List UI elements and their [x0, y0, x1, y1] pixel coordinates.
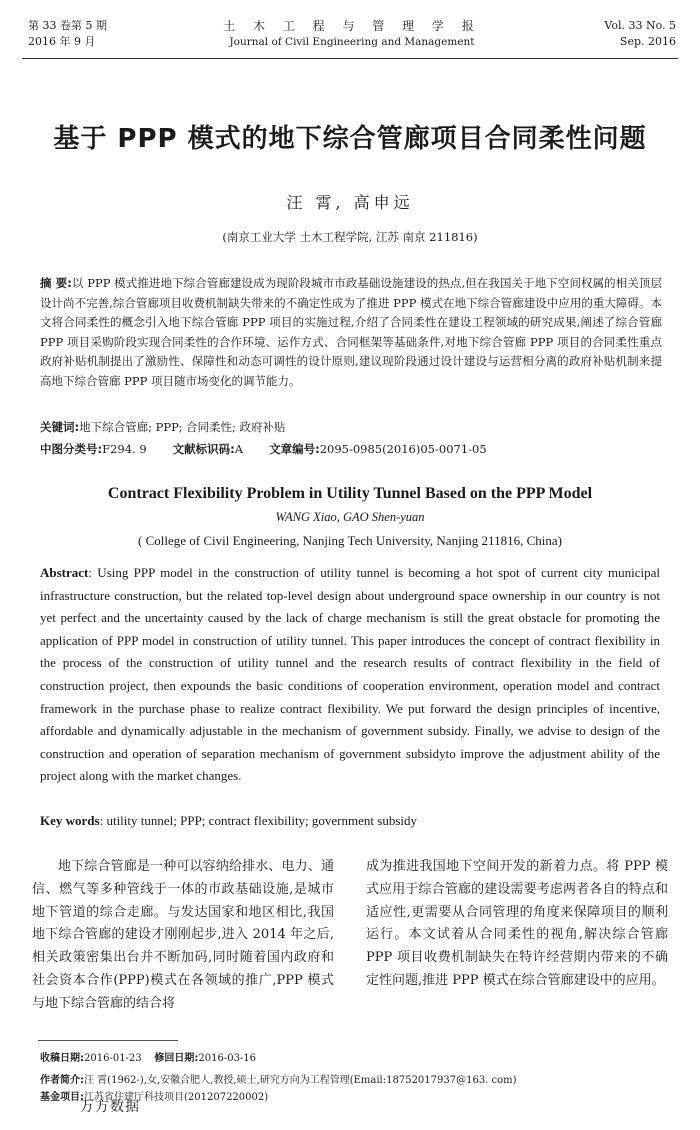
clc-value: F294. 9 — [102, 442, 147, 456]
journal-name — [28, 18, 676, 50]
cn-keywords-label: 关键词: — [40, 420, 80, 434]
article-no-value: 2095-0985(2016)05-0071-05 — [319, 442, 487, 456]
journal-name-en: Journal of Civil Engineering and Management — [229, 36, 475, 48]
volume-issue-en: Vol. 33 No. 5 — [604, 19, 676, 32]
author-bio-value: 汪 霄(1962-),女,安徽合肥人,教授,硕士,研究方向为工程管理(Email:18752017937@163. com) — [84, 1075, 517, 1086]
author-bio-label: 作者简介: — [40, 1075, 84, 1086]
journal-name-cn: 土 木 工 程 与 管 理 学 报 — [223, 19, 481, 33]
en-abstract-label: Abstract — [40, 565, 89, 580]
revised-value: 2016-03-16 — [198, 1053, 257, 1064]
en-authors: WANG Xiao, GAO Shen-yuan — [275, 510, 425, 524]
cn-abstract-text: 以 PPP 模式推进地下综合管廊建设成为现阶段城市市政基础设施建设的热点,但在我国关于地下空间权属的相关顶层设计尚不完善,综合管廊项目收费机制缺失带来的不确定性成为了推进 PPP 模式在地下综合管廊建设中应用的重大障碍。本文将合同柔性的概念引入地下综合管廊 PPP 项目的实施过程,介绍了合同柔性在建设工程领域的研究成果,阐述了综合管廊 PPP 项目采购阶段实现合同柔性的合作环境、运作方式、合同框架等基础条件,对地下综合管廊 PPP 项目的合同柔性重点政府补贴机制提出了激励性、保障性和动态可调性的设计原则,建议现阶段通过设计建设与运营相分离的政府补贴机制来提高地下综合管廊 PPP 项目随市场变化的调节能力。 — [40, 276, 662, 388]
body-column-right: 成为推进我国地下空间开发的新着力点。将 PPP 模式应用于综合管廊的建设需要考虑两者各自的特点和适应性,更需要从合同管理的角度来保障项目的顺利运行。本文试着从合同柔性的视角,解决综合管廊 PPP 项目收费机制缺失在特许经营期内带来的不确定性问题,推进 PPP 模式在综合管廊建设中的应用。 — [366, 859, 668, 988]
doc-code-label: 文献标识码: — [172, 442, 235, 456]
clc-label: 中图分类号: — [40, 442, 103, 456]
article-no-label: 文章编号: — [269, 442, 320, 456]
issue-date: 2016 年 9 月 — [28, 35, 96, 48]
paper-authors: 汪 霄, 高申远 — [286, 193, 414, 212]
running-header — [28, 18, 676, 58]
en-keywords-text: : utility tunnel; PPP; contract flexibility; government subsidy — [99, 813, 417, 828]
en-keywords-label: Key words — [40, 813, 100, 828]
classification-line — [40, 441, 662, 457]
paper-title: 基于 PPP 模式的地下综合管廊项目合同柔性问题 — [53, 124, 647, 154]
fund-value: 江苏省住建厅科技项目(201207220002) — [84, 1092, 269, 1103]
en-title: Contract Flexibility Problem in Utility Tunnel Based on the PPP Model — [107, 485, 593, 502]
header-divider — [22, 58, 678, 59]
cn-keywords — [40, 419, 662, 435]
en-abstract-text: : Using PPP model in the construction of utility tunnel is becoming a hot spot of current city municipal infrastructure construction, but the related top-level design about underground space ownership in our country is not yet perfect and the uncertainty caused by the lack of charge mechanism is still the great obstacle for promoting the application of PPP model in construction of utility tunnel. This paper introduces the concept of contract flexibility in the process of the construction of utility tunnel and the research results of contract flexibility in the field of construction project, then expounds the basic conditions of cooperation environment, operation model and contract framework in the purchase phase to realize contract flexibility. We put forward the design principles of incentive, affordable and dynamically adjustable in the mechanism of government subsidy. Finally, we advise to design of the construction and operation of separation mechanism of government subsidyto improve the adjustment ability of the project along with the market changes. — [40, 565, 660, 784]
footnote-dates — [40, 1052, 670, 1066]
cn-keywords-text: 地下综合管廊; PPP; 合同柔性; 政府补贴 — [79, 420, 286, 434]
wanfang-watermark: 万方数据 — [80, 1099, 140, 1115]
revised-label: 修回日期: — [154, 1053, 199, 1064]
doc-code-value: A — [234, 442, 244, 456]
received-value: 2016-01-23 — [84, 1053, 142, 1064]
en-keywords — [40, 813, 660, 829]
volume-issue: 第 33 卷第 5 期 — [28, 19, 107, 32]
en-abstract — [40, 562, 660, 788]
cn-abstract-label: 摘 要: — [40, 276, 72, 290]
volume-info-en — [604, 18, 676, 50]
footnote-divider — [38, 1040, 178, 1041]
fund-label: 基金项目: — [40, 1092, 84, 1103]
body-column-left: 地下综合管廊是一种可以容纳给排水、电力、通信、燃气等多种管线于一体的市政基础设施,是城市地下管道的综合走廊。与发达国家和地区相比,我国地下综合管廊的建设才刚刚起步,进入 2014 年之后,相关政策密集出台并不断加码,同时随着国内政府和社会资本合作(PPP)模式在各领域的推广,PPP 模式与地下综合管廊的结合将 — [32, 859, 334, 1011]
en-affiliation: ( College of Civil Engineering, Nanjing Tech University, Nanjing 211816, China) — [138, 533, 562, 548]
paper-affiliation: (南京工业大学 土木工程学院, 江苏 南京 211816) — [222, 230, 478, 244]
issue-date-en: Sep. 2016 — [619, 35, 676, 48]
received-label: 收稿日期: — [40, 1053, 84, 1064]
cn-abstract — [40, 274, 662, 391]
footnote-author — [40, 1074, 670, 1088]
